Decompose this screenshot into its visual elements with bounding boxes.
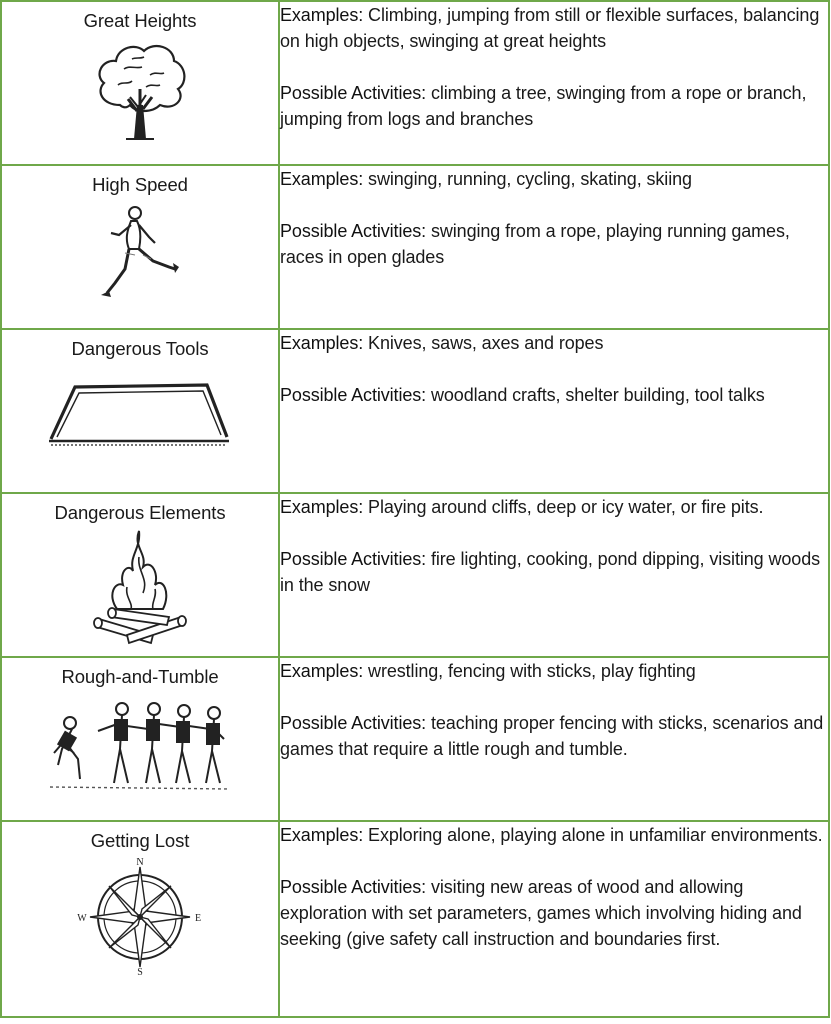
examples-text: Knives, saws, axes and ropes xyxy=(368,333,604,353)
category-cell xyxy=(1,165,279,329)
examples-text: swinging, running, cycling, skating, skiing xyxy=(368,169,692,189)
table-row xyxy=(1,821,829,1017)
tree-icon xyxy=(90,39,190,141)
activities-label: Possible Activities: xyxy=(280,83,427,103)
activities-text: fire lighting, cooking, pond dipping, visiting woods in the snow xyxy=(280,549,821,595)
activities-label: Possible Activities: xyxy=(280,221,427,241)
examples-text: wrestling, fencing with sticks, play fighting xyxy=(368,661,696,681)
description-cell xyxy=(279,165,829,329)
activities-label: Possible Activities: xyxy=(280,549,427,569)
description-cell xyxy=(279,493,829,657)
category-title: Dangerous Tools xyxy=(71,338,209,359)
description-cell xyxy=(279,329,829,493)
compass-e-label: E xyxy=(194,913,202,924)
compass-rose-icon xyxy=(75,857,205,975)
table-row xyxy=(1,657,829,821)
compass-s-label: S xyxy=(137,967,143,975)
activities-text: woodland crafts, shelter building, tool talks xyxy=(430,385,765,405)
table-row xyxy=(1,1,829,165)
category-cell xyxy=(1,493,279,657)
activities-label: Possible Activities: xyxy=(280,385,427,405)
description-cell xyxy=(279,821,829,1017)
activities-label: Possible Activities xyxy=(280,877,422,897)
category-title: Dangerous Elements xyxy=(54,502,226,523)
children-playing-icon xyxy=(50,699,230,793)
description-cell xyxy=(279,1,829,165)
runner-icon xyxy=(95,203,185,307)
examples-label: Examples: xyxy=(280,169,364,189)
examples-label: Examples: xyxy=(280,5,364,25)
category-title: Great Heights xyxy=(83,10,197,31)
examples-label: Examples: xyxy=(280,333,364,353)
examples-text: Climbing, jumping from still or flexible surfaces, balancing on high objects, swinging at great heights xyxy=(280,5,820,51)
examples-label: Examples: xyxy=(280,825,364,845)
description-cell xyxy=(279,657,829,821)
examples-text: Exploring alone, playing alone in unfamiliar environments. xyxy=(368,825,823,845)
examples-label: Examples: xyxy=(280,661,364,681)
saw-icon xyxy=(47,379,233,451)
activities-label: Possible Activities: xyxy=(280,713,427,733)
category-title: High Speed xyxy=(92,174,188,195)
category-cell xyxy=(1,1,279,165)
table-row xyxy=(1,493,829,657)
compass-w-label: W xyxy=(77,913,87,924)
examples-label: Examples: xyxy=(280,497,364,517)
category-title: Rough-and-Tumble xyxy=(61,666,219,687)
table-row xyxy=(1,165,829,329)
table-row xyxy=(1,329,829,493)
activities-text: climbing a tree, swinging from a rope or branch, jumping from logs and branches xyxy=(280,83,807,129)
category-title: Getting Lost xyxy=(90,830,190,851)
activities-text: swinging from a rope, playing running games, races in open glades xyxy=(280,221,790,267)
activities-text: teaching proper fencing with sticks, scenarios and games that require a little rough and tumble. xyxy=(280,713,824,759)
activities-text: : visiting new areas of wood and allowing exploration with set parameters, games which involving hiding and seeking (give safety call instruction and boundaries first. xyxy=(280,877,802,949)
examples-text: Playing around cliffs, deep or icy water, or fire pits. xyxy=(368,497,764,517)
compass-n-label: N xyxy=(136,857,144,868)
campfire-icon xyxy=(93,527,187,645)
category-cell xyxy=(1,329,279,493)
category-cell xyxy=(1,657,279,821)
category-cell xyxy=(1,821,279,1017)
